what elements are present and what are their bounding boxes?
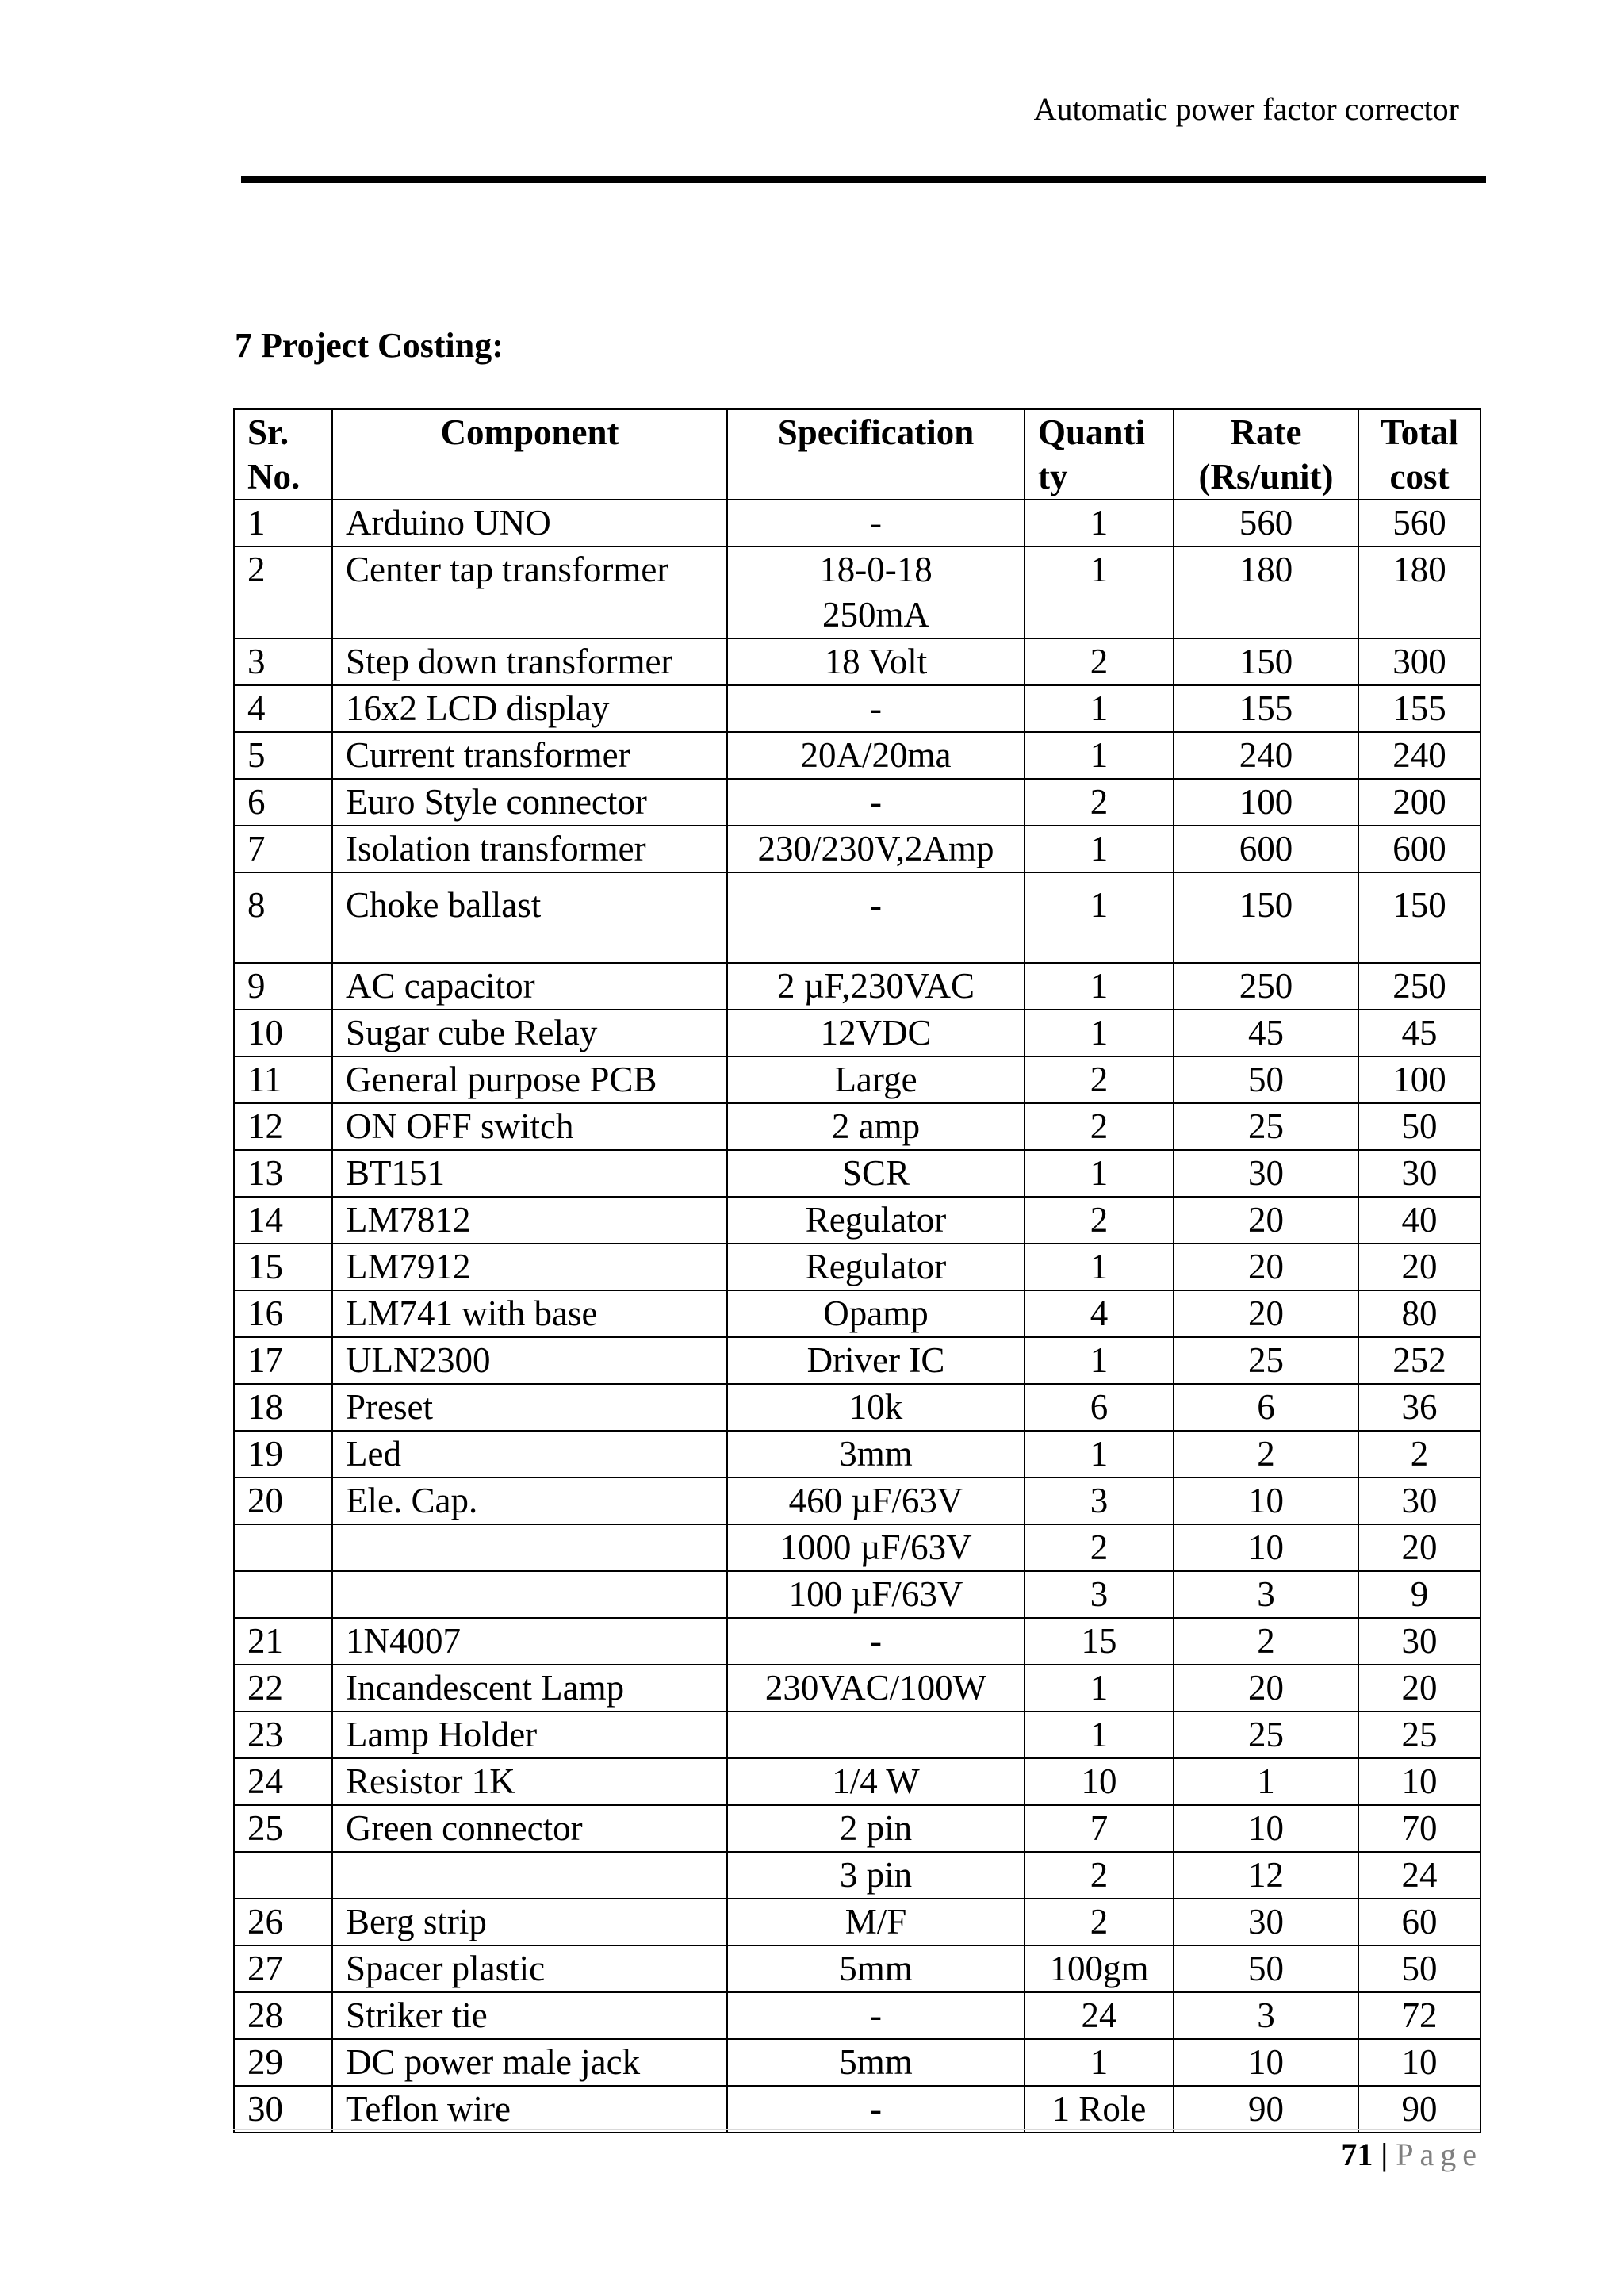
cell-sr-no: [234, 1571, 332, 1618]
cell-total: 40: [1358, 1197, 1480, 1244]
cell-sr-no: 21: [234, 1618, 332, 1665]
cell-component: Arduino UNO: [332, 500, 727, 546]
cell-sr-no: 11: [234, 1056, 332, 1103]
cell-component: Led: [332, 1431, 727, 1478]
cell-sr-no: 29: [234, 2039, 332, 2086]
table-header-row: [234, 409, 1480, 500]
cell-total: 70: [1358, 1805, 1480, 1852]
col-header-rate-line2: (Rs/unit): [1198, 457, 1334, 496]
table-row: [234, 1945, 1480, 1992]
cell-quantity: 1: [1025, 732, 1174, 779]
cell-quantity: 1: [1025, 1244, 1174, 1290]
table-row: [234, 1711, 1480, 1758]
cell-component: [332, 1571, 727, 1618]
col-header-quantity-line1: Quanti: [1038, 412, 1146, 452]
cell-rate: 10: [1174, 2039, 1358, 2086]
cell-total: 72: [1358, 1992, 1480, 2039]
table-row: [234, 1665, 1480, 1711]
cell-specification: 10k: [727, 1384, 1025, 1431]
cell-total: 560: [1358, 500, 1480, 546]
cell-total: 36: [1358, 1384, 1480, 1431]
cell-specification: Large: [727, 1056, 1025, 1103]
cell-sr-no: 27: [234, 1945, 332, 1992]
cell-rate: 100: [1174, 779, 1358, 826]
table-row: [234, 1010, 1480, 1056]
cell-specification: 5mm: [727, 2039, 1025, 2086]
cell-total: 20: [1358, 1665, 1480, 1711]
col-header-sr-no: [234, 409, 332, 500]
cell-component: Spacer plastic: [332, 1945, 727, 1992]
cell-quantity: 1: [1025, 963, 1174, 1010]
cell-rate: 20: [1174, 1244, 1358, 1290]
cell-total: 30: [1358, 1150, 1480, 1197]
cell-sr-no: 24: [234, 1758, 332, 1805]
footer-rule: [233, 2129, 1480, 2130]
cell-total: 10: [1358, 2039, 1480, 2086]
cell-component: Incandescent Lamp: [332, 1665, 727, 1711]
cell-total: 2: [1358, 1431, 1480, 1478]
cell-rate: 240: [1174, 732, 1358, 779]
cell-component: LM741 with base: [332, 1290, 727, 1337]
cell-sr-no: [234, 1852, 332, 1899]
cell-rate: 25: [1174, 1711, 1358, 1758]
cell-rate: 45: [1174, 1010, 1358, 1056]
cell-total: 155: [1358, 685, 1480, 732]
cell-total: 25: [1358, 1711, 1480, 1758]
cell-total: 50: [1358, 1103, 1480, 1150]
cell-quantity: 24: [1025, 1992, 1174, 2039]
cell-specification: -: [727, 500, 1025, 546]
cell-quantity: 1: [1025, 500, 1174, 546]
cell-sr-no: 12: [234, 1103, 332, 1150]
cell-specification: 3 pin: [727, 1852, 1025, 1899]
cell-rate: 3: [1174, 1571, 1358, 1618]
cell-rate: 50: [1174, 1945, 1358, 1992]
cell-sr-no: 10: [234, 1010, 332, 1056]
table-row: [234, 963, 1480, 1010]
cell-component: LM7912: [332, 1244, 727, 1290]
cell-component: Striker tie: [332, 1992, 727, 2039]
cell-quantity: 4: [1025, 1290, 1174, 1337]
cell-specification: SCR: [727, 1150, 1025, 1197]
cell-quantity: 100gm: [1025, 1945, 1174, 1992]
cell-rate: 560: [1174, 500, 1358, 546]
table-row: [234, 1244, 1480, 1290]
cell-quantity: 2: [1025, 1103, 1174, 1150]
table-row: [234, 1852, 1480, 1899]
cell-specification: -: [727, 1992, 1025, 2039]
table-row: [234, 1758, 1480, 1805]
cell-quantity: 1: [1025, 1010, 1174, 1056]
table-row: [234, 546, 1480, 638]
cell-rate: 250: [1174, 963, 1358, 1010]
table-row: [234, 872, 1480, 963]
cell-rate: 90: [1174, 2086, 1358, 2133]
table-row: [234, 1290, 1480, 1337]
cell-rate: 25: [1174, 1337, 1358, 1384]
cell-sr-no: 15: [234, 1244, 332, 1290]
cell-component: Berg strip: [332, 1899, 727, 1945]
col-header-rate: [1174, 409, 1358, 500]
cell-specification: Regulator: [727, 1244, 1025, 1290]
cell-quantity: 2: [1025, 638, 1174, 685]
cell-component: Preset: [332, 1384, 727, 1431]
table-row: [234, 732, 1480, 779]
cell-component: AC capacitor: [332, 963, 727, 1010]
cell-specification: 2 pin: [727, 1805, 1025, 1852]
cell-specification: 460 µF/63V: [727, 1478, 1025, 1524]
cell-total: 252: [1358, 1337, 1480, 1384]
cell-component: ON OFF switch: [332, 1103, 727, 1150]
cell-total: 24: [1358, 1852, 1480, 1899]
cell-component: ULN2300: [332, 1337, 727, 1384]
page-footer: [1341, 2133, 1483, 2176]
cell-component: Current transformer: [332, 732, 727, 779]
table-row: [234, 1899, 1480, 1945]
table-row: [234, 638, 1480, 685]
cell-specification: [727, 546, 1025, 638]
cell-rate: 10: [1174, 1478, 1358, 1524]
cell-total: 250: [1358, 963, 1480, 1010]
cell-specification: -: [727, 872, 1025, 963]
cell-component: Choke ballast: [332, 872, 727, 963]
cell-sr-no: 14: [234, 1197, 332, 1244]
cell-quantity: 1: [1025, 546, 1174, 638]
cell-specification: 230VAC/100W: [727, 1665, 1025, 1711]
cell-quantity: 1: [1025, 1150, 1174, 1197]
cell-quantity: 1: [1025, 1337, 1174, 1384]
cell-sr-no: [234, 1524, 332, 1571]
cell-quantity: 1: [1025, 826, 1174, 872]
cell-quantity: 10: [1025, 1758, 1174, 1805]
section-title: 7 Project Costing:: [235, 326, 504, 365]
cell-specification: 12VDC: [727, 1010, 1025, 1056]
table-row: [234, 1431, 1480, 1478]
table-row: [234, 1197, 1480, 1244]
col-header-total-line2: cost: [1389, 457, 1450, 496]
table-row: [234, 1056, 1480, 1103]
cell-component: Sugar cube Relay: [332, 1010, 727, 1056]
cell-rate: 1: [1174, 1758, 1358, 1805]
cell-quantity: 3: [1025, 1478, 1174, 1524]
table-row: [234, 779, 1480, 826]
table-row: [234, 826, 1480, 872]
cell-component: [332, 1852, 727, 1899]
cell-specification: 18 Volt: [727, 638, 1025, 685]
cell-component: Isolation transformer: [332, 826, 727, 872]
cell-total: 180: [1358, 546, 1480, 638]
cell-rate: 150: [1174, 638, 1358, 685]
cell-sr-no: 1: [234, 500, 332, 546]
cell-sr-no: 7: [234, 826, 332, 872]
table-row: [234, 1618, 1480, 1665]
cell-specification: 3mm: [727, 1431, 1025, 1478]
cell-rate: 600: [1174, 826, 1358, 872]
cell-sr-no: 17: [234, 1337, 332, 1384]
table-row: [234, 2086, 1480, 2133]
col-header-quantity: [1025, 409, 1174, 500]
table-row: [234, 2039, 1480, 2086]
cell-quantity: 3: [1025, 1571, 1174, 1618]
cell-rate: 180: [1174, 546, 1358, 638]
cell-sr-no: 3: [234, 638, 332, 685]
cell-sr-no: 28: [234, 1992, 332, 2039]
cell-total: 90: [1358, 2086, 1480, 2133]
cell-specification: 1/4 W: [727, 1758, 1025, 1805]
cell-sr-no: 18: [234, 1384, 332, 1431]
col-header-specification-label: Specification: [777, 412, 975, 452]
cell-rate: 6: [1174, 1384, 1358, 1431]
cell-sr-no: 5: [234, 732, 332, 779]
cell-sr-no: 16: [234, 1290, 332, 1337]
col-header-sr-line1: Sr.: [247, 412, 289, 452]
cell-specification: M/F: [727, 1899, 1025, 1945]
cell-sr-no: 9: [234, 963, 332, 1010]
cell-rate: 20: [1174, 1290, 1358, 1337]
cell-rate: 155: [1174, 685, 1358, 732]
cell-total: 20: [1358, 1524, 1480, 1571]
cell-rate: 150: [1174, 872, 1358, 963]
header-rule: [241, 176, 1486, 183]
cell-specification-line2: 250mA: [822, 595, 929, 634]
col-header-component-label: Component: [440, 412, 619, 452]
cell-sr-no: 20: [234, 1478, 332, 1524]
cell-component: 1N4007: [332, 1618, 727, 1665]
cell-rate: 25: [1174, 1103, 1358, 1150]
cell-sr-no: 30: [234, 2086, 332, 2133]
col-header-rate-line1: Rate: [1230, 412, 1302, 452]
cell-total: 30: [1358, 1478, 1480, 1524]
cell-total: 60: [1358, 1899, 1480, 1945]
cell-total: 45: [1358, 1010, 1480, 1056]
cell-quantity: 1: [1025, 1711, 1174, 1758]
cell-rate: 12: [1174, 1852, 1358, 1899]
cell-sr-no: 22: [234, 1665, 332, 1711]
cell-component: Center tap transformer: [332, 546, 727, 638]
cell-specification: 2 amp: [727, 1103, 1025, 1150]
costing-table: [233, 408, 1481, 2133]
cell-specification: 20A/20ma: [727, 732, 1025, 779]
cell-rate: 10: [1174, 1524, 1358, 1571]
table-row: [234, 1571, 1480, 1618]
cell-quantity: 7: [1025, 1805, 1174, 1852]
cell-quantity: 2: [1025, 1056, 1174, 1103]
cell-total: 50: [1358, 1945, 1480, 1992]
cell-specification: -: [727, 1618, 1025, 1665]
table-row: [234, 1150, 1480, 1197]
cell-rate: 20: [1174, 1665, 1358, 1711]
cell-quantity: 1: [1025, 1665, 1174, 1711]
col-header-specification: [727, 409, 1025, 500]
cell-sr-no: 6: [234, 779, 332, 826]
cell-component: Step down transformer: [332, 638, 727, 685]
cell-sr-no: 8: [234, 872, 332, 963]
cell-total: 200: [1358, 779, 1480, 826]
cell-rate: 30: [1174, 1150, 1358, 1197]
cell-specification: Opamp: [727, 1290, 1025, 1337]
cell-component: Ele. Cap.: [332, 1478, 727, 1524]
cell-specification: [727, 1711, 1025, 1758]
cell-total: 30: [1358, 1618, 1480, 1665]
cell-quantity: 1 Role: [1025, 2086, 1174, 2133]
cell-component: 16x2 LCD display: [332, 685, 727, 732]
cell-quantity: 2: [1025, 1524, 1174, 1571]
table-row: [234, 1524, 1480, 1571]
cell-quantity: 1: [1025, 685, 1174, 732]
table-row: [234, 500, 1480, 546]
cell-component: Green connector: [332, 1805, 727, 1852]
cell-specification: Regulator: [727, 1197, 1025, 1244]
table-row: [234, 1805, 1480, 1852]
cell-quantity: 2: [1025, 1197, 1174, 1244]
table-row: [234, 1992, 1480, 2039]
cell-rate: 2: [1174, 1618, 1358, 1665]
cell-specification: 100 µF/63V: [727, 1571, 1025, 1618]
page-number: 71: [1341, 2137, 1373, 2172]
page-separator: |: [1381, 2137, 1388, 2172]
cell-rate: 2: [1174, 1431, 1358, 1478]
table-row: [234, 685, 1480, 732]
col-header-total-line1: Total: [1380, 412, 1459, 452]
cell-quantity: 1: [1025, 872, 1174, 963]
cell-rate: 20: [1174, 1197, 1358, 1244]
cell-component: General purpose PCB: [332, 1056, 727, 1103]
table-row: [234, 1478, 1480, 1524]
page-label: Page: [1396, 2137, 1483, 2172]
cell-sr-no: 25: [234, 1805, 332, 1852]
cell-sr-no: 26: [234, 1899, 332, 1945]
cell-rate: 3: [1174, 1992, 1358, 2039]
cell-specification: -: [727, 779, 1025, 826]
cell-rate: 50: [1174, 1056, 1358, 1103]
table-row: [234, 1384, 1480, 1431]
cell-total: 20: [1358, 1244, 1480, 1290]
table-row: [234, 1103, 1480, 1150]
cell-total: 240: [1358, 732, 1480, 779]
cell-component: BT151: [332, 1150, 727, 1197]
col-header-component: [332, 409, 727, 500]
cell-quantity: 2: [1025, 1852, 1174, 1899]
cell-specification: 1000 µF/63V: [727, 1524, 1025, 1571]
cell-specification: -: [727, 2086, 1025, 2133]
cell-specification: 230/230V,2Amp: [727, 826, 1025, 872]
cell-quantity: 1: [1025, 2039, 1174, 2086]
col-header-sr-line2: No.: [247, 457, 301, 496]
cell-sr-no: 13: [234, 1150, 332, 1197]
cell-total: 300: [1358, 638, 1480, 685]
cell-specification: 2 µF,230VAC: [727, 963, 1025, 1010]
cell-rate: 10: [1174, 1805, 1358, 1852]
cell-component: Teflon wire: [332, 2086, 727, 2133]
cell-quantity: 2: [1025, 779, 1174, 826]
cell-total: 9: [1358, 1571, 1480, 1618]
cell-total: 600: [1358, 826, 1480, 872]
cell-total: 150: [1358, 872, 1480, 963]
cell-component: [332, 1524, 727, 1571]
cell-component: LM7812: [332, 1197, 727, 1244]
cell-component: Euro Style connector: [332, 779, 727, 826]
cell-specification: -: [727, 685, 1025, 732]
cell-rate: 30: [1174, 1899, 1358, 1945]
cell-component: DC power male jack: [332, 2039, 727, 2086]
cell-sr-no: 4: [234, 685, 332, 732]
cell-component: Resistor 1K: [332, 1758, 727, 1805]
cell-quantity: 1: [1025, 1431, 1174, 1478]
cell-specification: 5mm: [727, 1945, 1025, 1992]
cell-component: Lamp Holder: [332, 1711, 727, 1758]
running-header: Automatic power factor corrector: [1033, 91, 1459, 127]
cell-sr-no: 2: [234, 546, 332, 638]
col-header-quantity-line2: ty: [1038, 457, 1068, 496]
cell-sr-no: 23: [234, 1711, 332, 1758]
cell-quantity: 15: [1025, 1618, 1174, 1665]
cell-total: 80: [1358, 1290, 1480, 1337]
table-row: [234, 1337, 1480, 1384]
col-header-total-cost: [1358, 409, 1480, 500]
cell-specification: Driver IC: [727, 1337, 1025, 1384]
cell-total: 100: [1358, 1056, 1480, 1103]
cell-quantity: 6: [1025, 1384, 1174, 1431]
cell-total: 10: [1358, 1758, 1480, 1805]
cell-quantity: 2: [1025, 1899, 1174, 1945]
cell-specification-line1: 18-0-18: [819, 550, 933, 589]
cell-sr-no: 19: [234, 1431, 332, 1478]
